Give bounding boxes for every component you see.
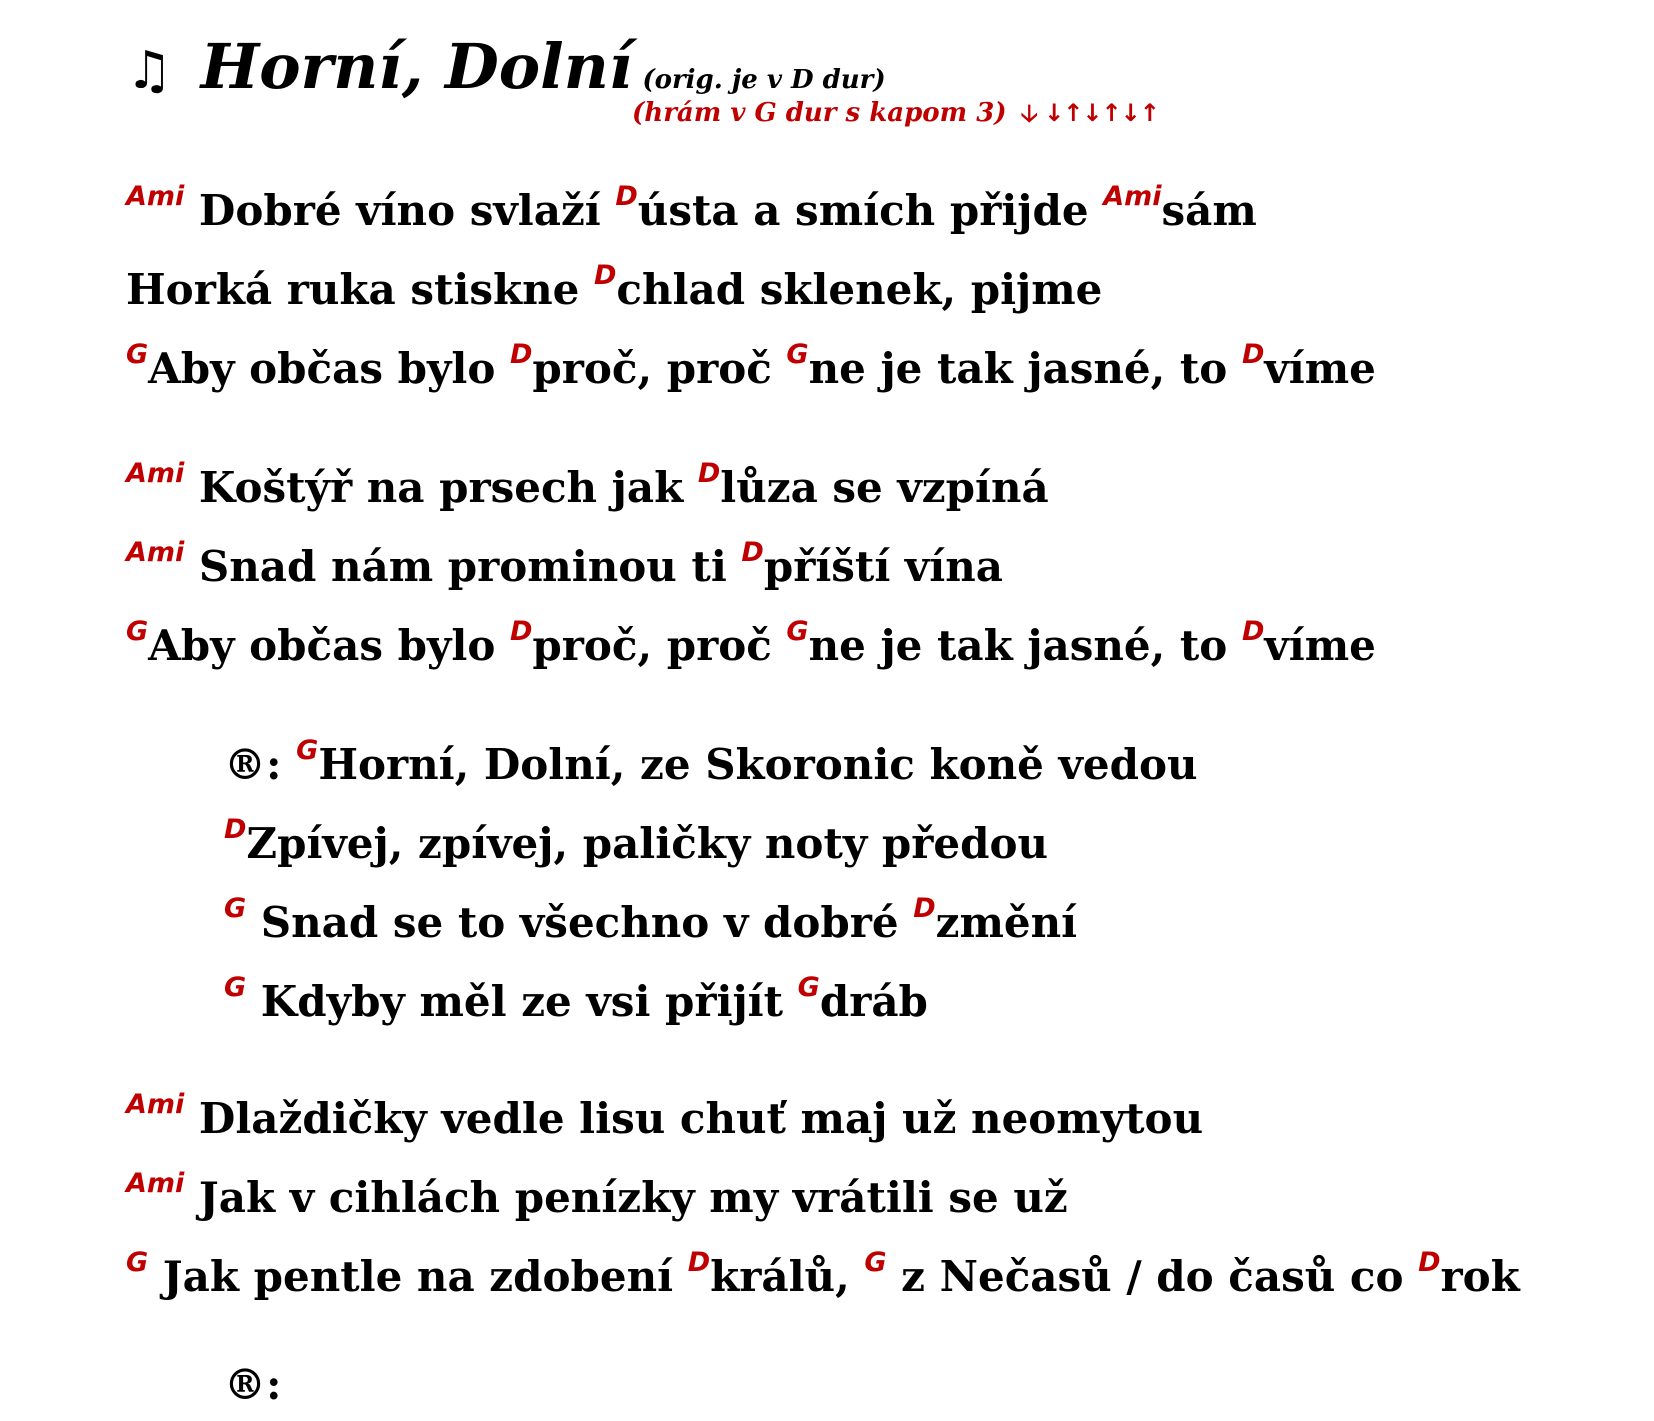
chord: Ami [126, 181, 185, 212]
chord: D [224, 814, 247, 845]
lyric: ne je tak jasné, to [808, 344, 1242, 393]
song-title: Horní, Dolní [200, 30, 633, 103]
lyric: lůza se vzpíná [720, 463, 1049, 512]
music-note-icon: ♫ [126, 41, 173, 101]
chord: Ami [126, 1168, 185, 1199]
chord: D [509, 339, 533, 370]
chord: D [594, 260, 617, 291]
chord: G [786, 339, 809, 370]
lyric: Snad nám prominou ti [184, 542, 742, 591]
original-key-note: (orig. je v D dur) [642, 65, 886, 95]
lyric: Zpívej, zpívej, paličky noty předou [246, 819, 1049, 868]
chord: G [126, 339, 149, 370]
chord: G [797, 972, 820, 1003]
chord: G [126, 616, 149, 647]
chord: D [1418, 1247, 1441, 1278]
chorus-marker: ®: [224, 1360, 282, 1409]
lyric: příští vína [763, 542, 1004, 591]
lyric: rok [1440, 1252, 1520, 1301]
verse3-line1 [126, 1089, 1204, 1143]
strumming-pattern: 🡣 ↓↑↓↑↓↑ [1020, 99, 1159, 127]
chord: D [741, 537, 764, 568]
lyric: změní [935, 898, 1078, 947]
lyric: Aby občas bylo [148, 344, 510, 393]
title-row [126, 30, 886, 103]
chord: G [224, 893, 247, 924]
chord: D [687, 1247, 711, 1278]
lyric: Horní, Dolní, ze Skoronic koně vedou [318, 740, 1198, 789]
verse2-line3 [126, 616, 1376, 670]
chord: G [126, 1247, 149, 1278]
chord: D [913, 893, 936, 924]
verse3-line2 [126, 1168, 1068, 1222]
lyric: Dobré víno svlaží [184, 186, 616, 235]
lyric: ústa a smích přijde [637, 186, 1104, 235]
capo-text: (hrám v G dur s kapom 3) [632, 98, 1007, 128]
verse3-line3 [126, 1247, 1520, 1301]
lyric: sám [1161, 186, 1257, 235]
chord: G [296, 735, 319, 766]
chord: D [509, 616, 533, 647]
lyric: Horká ruka stiskne [126, 265, 594, 314]
lyric: Aby občas bylo [148, 621, 510, 670]
chord: D [1241, 616, 1265, 647]
final-chorus-marker [224, 1360, 282, 1409]
lyric: Dlaždičky vedle lisu chuť maj už neomytou [184, 1094, 1204, 1143]
lyric: proč, proč [532, 344, 787, 393]
chord: Ami [1103, 181, 1162, 212]
lyric: Kdyby měl ze vsi přijít [246, 977, 798, 1026]
chord: G [224, 972, 247, 1003]
chord: G [864, 1247, 887, 1278]
chorus-line2 [224, 814, 1049, 868]
lyric: Jak pentle na zdobení [148, 1252, 688, 1301]
lyric: víme [1264, 621, 1376, 670]
verse1-line3 [126, 339, 1376, 393]
chorus-line1 [224, 735, 1198, 789]
chord: Ami [126, 537, 185, 568]
chorus-line4 [224, 972, 928, 1026]
chord: D [1241, 339, 1265, 370]
chord: Ami [126, 458, 185, 489]
lyric: proč, proč [532, 621, 787, 670]
verse1-line1 [126, 181, 1257, 235]
verse1-line2 [126, 260, 1103, 314]
chorus-line3 [224, 893, 1078, 947]
lyric: dráb [819, 977, 928, 1026]
lyric: Koštýř na prsech jak [184, 463, 698, 512]
chord: G [786, 616, 809, 647]
lyric: králů, [710, 1252, 865, 1301]
lyric: Snad se to všechno v dobré [246, 898, 914, 947]
chorus-marker: ®: [224, 740, 297, 789]
chord: Ami [126, 1089, 185, 1120]
lyric: z Nečasů / do časů co [886, 1252, 1419, 1301]
lyric: chlad sklenek, pijme [616, 265, 1103, 314]
capo-note [632, 96, 1159, 137]
lyric: Jak v cihlách penízky my vrátili se už [184, 1173, 1068, 1222]
verse2-line1 [126, 458, 1049, 512]
chord: D [697, 458, 721, 489]
lyric: víme [1264, 344, 1376, 393]
lyric: ne je tak jasné, to [808, 621, 1242, 670]
verse2-line2 [126, 537, 1004, 591]
chord: D [615, 181, 638, 212]
